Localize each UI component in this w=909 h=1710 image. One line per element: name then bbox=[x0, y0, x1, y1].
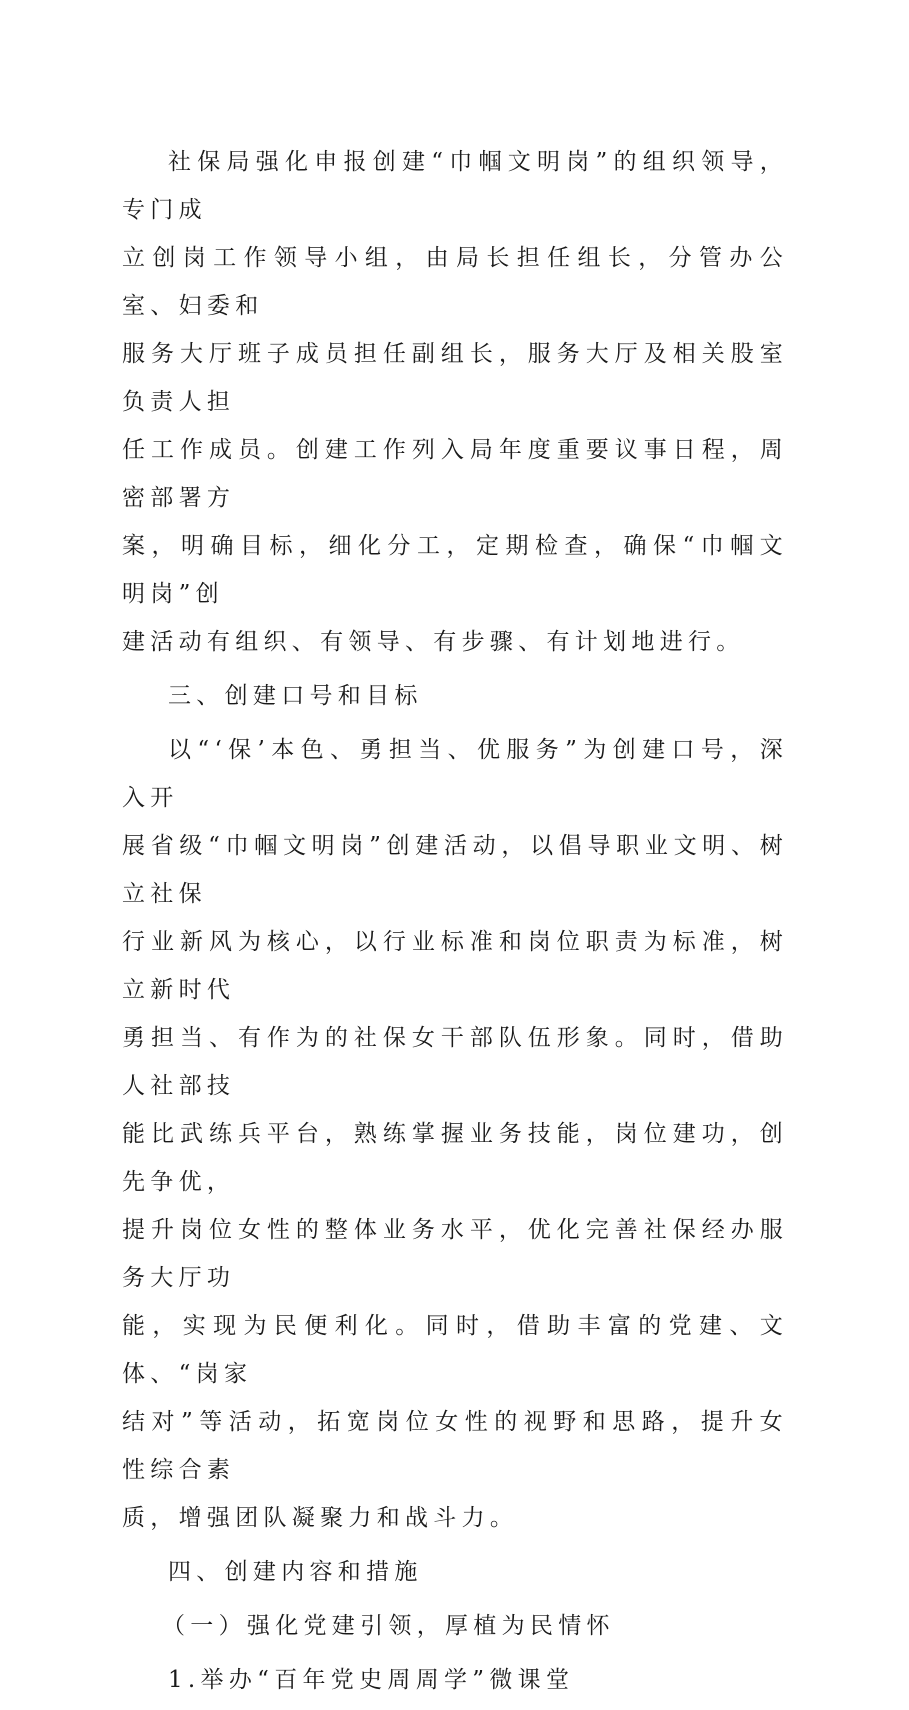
heading-content-and-measures: 四、创建内容和措施 bbox=[168, 1559, 423, 1585]
paragraph-organization-leadership: 社保局强化申报创建“巾帼文明岗”的组织领导，专门成 立创岗工作领导小组，由局长担任组长，分管办公室、妇委和 服务大厅班子成员担任副组长，服务大厅及相关股室负责人担 任工作成员。创建工作列入局年度重要议事日程，周密部署方 案，明确目标，细化分工，定期检查，确保“巾帼文明岗”创 建活动有组织、有领导、有步骤、有计划地进行。 bbox=[122, 149, 788, 655]
document-body bbox=[122, 138, 788, 1710]
paragraph-slogan-and-goals: 以“‘保’本色、勇担当、优服务”为创建口号，深入开 展省级“巾帼文明岗”创建活动，以倡导职业文明、树立社保 行业新风为核心，以行业标准和岗位职责为标准，树立新时代 勇担当、有作为的社保女干部队伍形象。同时，借助人社部技 能比武练兵平台，熟练掌握业务技能，岗位建功，创先争优， 提升岗位女性的整体业务水平，优化完善社保经办服务大厅功 能，实现为民便利化。同时，借助丰富的党建、文体、“岗家 结对”等活动，拓宽岗位女性的视野和思路，提升女性综合素 质，增强团队凝聚力和战斗力。 bbox=[122, 737, 788, 1531]
heading-party-building: （一）强化党建引领，厚植为民情怀 bbox=[162, 1613, 615, 1639]
heading-slogan-and-goals: 三、创建口号和目标 bbox=[168, 683, 423, 709]
heading-micro-class: 1.举办“百年党史周周学”微课堂 bbox=[168, 1667, 575, 1693]
